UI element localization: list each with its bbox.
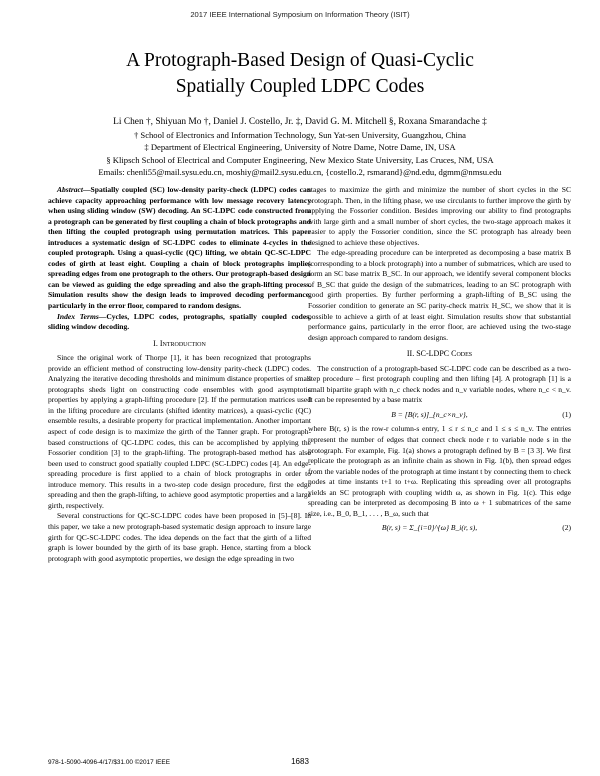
affiliation-2: ‡ Department of Electrical Engineering, University of Notre Dame, Notre Dame, IN, USA: [144, 142, 456, 153]
index-terms: [48, 312, 311, 333]
index-terms-label: Index Terms: [57, 311, 99, 321]
intro-paragraph-2: Several constructions for QC-SC-LDPC codes have been proposed in [5]–[8]. In this paper, we take a new protograph-based systematic design approach to insure large girth for QC-SC-LDPC codes. The idea depends on the fact that the girth of a lifted graph is lower bounded by the girth of its base graph. Hence, starting from a block protograph with good asymptotic properties, we design the edge spreading in two: [48, 511, 311, 563]
affiliation-3: § Klipsch School of Electrical and Computer Engineering, New Mexico State University, Las Cruces, NM, USA: [106, 154, 494, 165]
section-1-heading: I. Introduction: [153, 338, 206, 348]
author-emails: Emails: chenli55@mail.sysu.edu.cn, moshiy@mail2.sysu.edu.cn, {costello.2, rsmarand}@nd.edu, dgmm@nmsu.edu: [98, 166, 502, 177]
intro-paragraph-1: Since the original work of Thorpe [1], it has been recognized that protographs provide an efficient method of constructing low-density parity-check (LDPC) codes. Analyzing the iterative decoding thresholds and minimum distance properties of small protographs sheds light on constructing code ensembles with good asymptotic properties by applying a graph-lifting procedure [2]. If the permutation matrices used in the lifting procedure are circulants (shifted identity matrices), a quasi-cyclic (QC) ensemble results, a desirable property for practical implementation. Another important aspect of code design is to maximize the girth of the Tanner graph. For protograph-based constructions of QC-LDPC codes, this can be accomplished by applying the Fossorier condition [3] to the graph-lifting. The protograph-based method has also been used to construct good spatially coupled LDPC (SC-LDPC) codes [4]. An edge-spreading procedure is first applied to a chain of block protographs in order to introduce memory. This results in a two-step code design procedure, first the edge spreading and then the graph-lifting, to achieve good asymptotic properties and a large girth, respectively.: [48, 353, 311, 510]
title-line-2: Spatially Coupled LDPC Codes: [175, 76, 425, 97]
right-paragraph-1: stages to maximize the girth and minimize the number of short cycles in the SC protograph. Then, in the lifting phase, we use circulants to further improve the girth by applying the Fossorier condition. Besides improving our ability to find protographs with large girth and a small number of short cycles, the two-stage approach makes it easier to apply the Fossorier condition, since the SC protograph has already been designed to achieve these objectives.: [308, 185, 571, 247]
equation-2-body: B(r, s) = Σ_{i=0}^{ω} B_i(r, s),: [381, 523, 478, 533]
equation-2: [308, 523, 571, 534]
section-2-paragraph-1: The construction of a protograph-based SC-LDPC code can be described as a two-step procedure – first protograph coupling and then lifting [4]. A protograph [1] is a small bipartite graph with n_c check nodes and n_v variable nodes, where n_c < n_v. It can be represented by a base matrix: [308, 363, 571, 405]
title-line-1: A Protograph-Based Design of Quasi-Cyclic: [126, 50, 474, 71]
section-2-heading: II. SC-LDPC Codes: [406, 349, 473, 359]
abstract-label: Abstract: [57, 185, 83, 194]
page-number: 1683: [291, 757, 309, 766]
author-names: Li Chen †, Shiyuan Mo †, Daniel J. Costello, Jr. ‡, David G. M. Mitchell §, Roxana Smarandache ‡: [113, 117, 487, 127]
section-2-paragraph-2: where B(r, s) is the row-r column-s entry, 1 ≤ r ≤ n_c and 1 ≤ s ≤ n_v. The entries represent the number of edges that connect check node r to variable node s in the protograph. For example, Fig. 1(a) shows a protograph defined by B = [3 3]. We first replicate the protograph as an infinite chain as shown in Fig. 1(b), then spread edges from the variable nodes of the protograph at time instant t by connecting them to check nodes at time instants t+1 to t+ω. Replicating this spreading over all protographs yields an SC protograph with coupling width ω, as shown in Fig. 1(c). This edge spreading can be interpreted as decomposing B into ω + 1 submatrices of the same size, i.e., B_0, B_1, . . . , B_ω, such that: [308, 424, 572, 518]
left-column: [48, 185, 311, 564]
equation-1: [308, 410, 571, 421]
equation-2-number: (2): [562, 523, 571, 533]
conference-header: 2017 IEEE International Symposium on Information Theory (ISIT): [190, 10, 410, 19]
paper-title: [40, 48, 560, 100]
equation-1-number: (1): [562, 409, 571, 419]
right-column: [308, 185, 571, 538]
equation-1-body: B = [B(r, s)]_{n_c×n_v},: [391, 409, 468, 419]
copyright-footer: 978-1-5090-4096-4/17/$31.00 ©2017 IEEE: [48, 759, 170, 766]
abstract: [48, 185, 311, 312]
index-terms-text: —Cycles, LDPC codes, protographs, spatially coupled codes, sliding window decoding.: [48, 311, 311, 332]
abstract-text: —Spatially coupled (SC) low-density parity-check (LDPC) codes can achieve capacity approaching performance with low message recovery latency when using sliding window (SW) decoding. An SC-LDPC code constructed from a protograph can be generated by first coupling a chain of block protographs and then lifting the coupled protograph using permutation matrices. This paper introduces a systematic design of SC-LDPC codes to eliminate 4-cycles in the coupled protograph. Using a quasi-cyclic (QC) lifting, we obtain QC-SC-LDPC codes of girth at least eight. Coupling a chain of block protographs implies spreading edges from one protograph to the others. Our protograph-based design can be viewed as guiding the edge spreading and also the graph-lifting process. Simulation results show the design leads to improved decoding performance, particularly in the error floor, compared to random designs.: [48, 185, 311, 311]
author-block: [30, 116, 570, 178]
affiliation-1: † School of Electronics and Information Technology, Sun Yat-sen University, Guangzhou, China: [133, 130, 467, 141]
right-paragraph-2: The edge-spreading procedure can be interpreted as decomposing a base matrix B (corresponding to a block protograph) into a number of submatrices, which are used to form an SC base matrix B_SC. In our approach, we identify several component blocks of B_SC that guide the design of the submatrices, leading to an SC protograph with good girth properties. By further performing a graph-lifting of B_SC using the Fossorier condition to generate an SC parity-check matrix H_SC, we show that it is possible to achieve a girth of at least eight. Simulation results show that substantial performance gains, particularly in the error floor, are achieved using the two-stage design approach compared to random designs.: [308, 248, 571, 342]
